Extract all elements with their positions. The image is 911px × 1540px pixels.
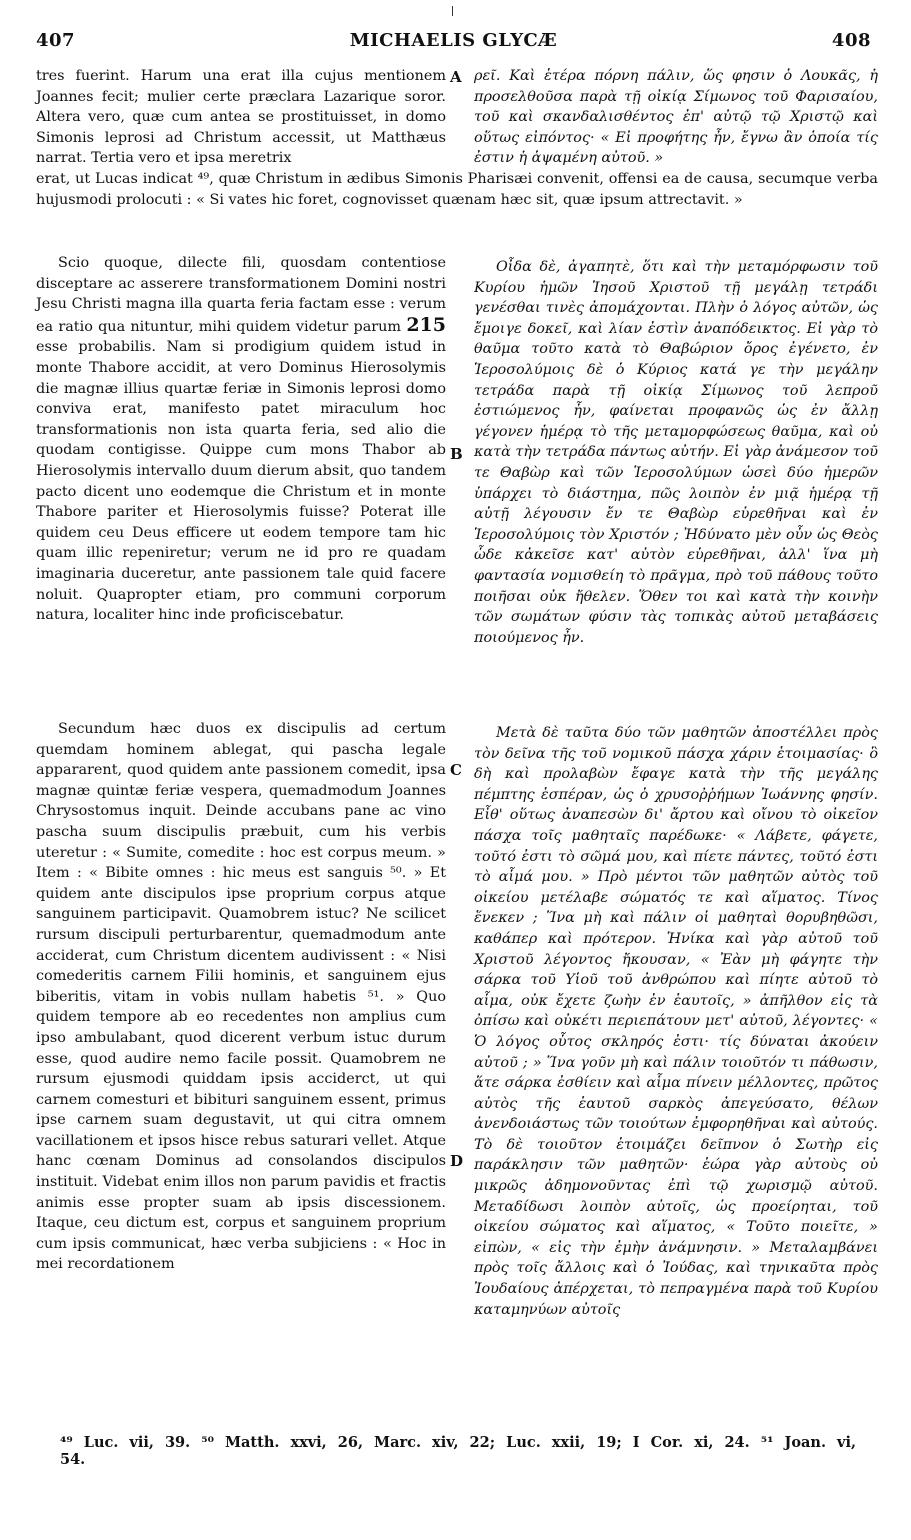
margin-marker-a: A [450, 68, 462, 86]
latin-column-section-2 [36, 253, 446, 626]
footnotes: ⁴⁹ Luc. vii, 39. ⁵⁰ Matth. xxvi, 26, Marc. xiv, 22; Luc. xxii, 19; I Cor. xi, 24. ⁵¹ Joan. vi, 54. [60, 1434, 857, 1468]
latin-paragraph: Secundum hæc duos ex discipulis ad certum quemdam hominem ablegat, qui pascha legale appararent, quod quidem ante passionem comedit, ipsa magnæ quintæ feriæ vespera, quemadmodum Joannes Chrysostomus inquit. Deinde accubans pane ac vino pascha suum discipulis præbuit, cum his verbis uteretur : « Sumite, comedite : hoc est corpus meum. » Item : « Bibite omnes : hic meus est sanguis ⁵⁰. » Et quidem ante discipulos ipse proprium corpus atque sanguinem participavit. Quamobrem istuc? Ne scilicet rursum discipuli perturbarentur, quemadmodum ante acciderat, cum Christum dicentem audivissent : « Nisi comederitis carnem Filii hominis, et sanguinem ejus biberitis, vitam in vobis nullam habetis ⁵¹. » Quo quidem tempore ab eo recedentes non amplius cum ipso ambulabant, quod dicerent verbum istuc durum esse, quod audire nemo facile possit. Quamobrem ne rursum ejusmodi quiddam ipsis acciderct, ut qui carnem comesturi et bibituri sanguinem essent, primus ipse carnem suam degustavit, ut qui citra omnem vacillationem et ipsos hisce rebus saturari vellet. Atque hanc cœnam Dominus ad consolandos discipulos instituit. Videbat enim illos non parum pavidis et fractis animis esse propter suam ab ipsis discessionem. Itaque, ceu dictum est, corpus et sanguinem proprium cum ipsis communicat, hæc verba subjiciens : « Hoc in mei recordationem [36, 721, 446, 1273]
column-number: 215 [406, 313, 446, 336]
latin-column-section-3 [36, 719, 446, 1275]
page-header [36, 30, 871, 60]
greek-column-top [474, 66, 878, 169]
page-number-left: 407 [36, 30, 76, 51]
latin-text-part-1: Scio quoque, dilecte fili, quosdam contentiose disceptare ac asserere transformationem Domini nostri Jesu Christi magna illa quarta feria factam esse : verum ea ratio qua nituntur, mihi quidem videtur parum [36, 255, 446, 335]
margin-marker-c: C [450, 761, 462, 779]
margin-marker-b: B [450, 445, 463, 463]
margin-marker-d: D [450, 1152, 464, 1170]
running-title: MICHAELIS GLYCÆ [349, 30, 558, 51]
greek-paragraph: Οἶδα δὲ, ἀγαπητὲ, ὅτι καὶ τὴν μεταμόρφωσιν τοῦ Κυρίου ἡμῶν Ἰησοῦ Χριστοῦ τῇ μεγάλῃ τετράδι γενέσθαι τινὲς ἀπομάχονται. Πλὴν ὁ λόγος αὐτῶν, ὡς ἔμοιγε δοκεῖ, καὶ λίαν ἐστὶν ἀναπόδεικτος. Εἰ γὰρ τὸ θαῦμα τοῦτο κατὰ τὸ Θαβώριον ὄρος ἐγένετο, ἐν Ἱεροσολύμοις δὲ ὁ Κύριος κατά γε τὴν μεγάλην τετράδα παρὰ τῇ οἰκίᾳ Σίμωνος τοῦ λεπροῦ ἐστιώμενος ἦν, φαίνεται προφανῶς ὡς ἐν ἄλλῃ γέγονεν ἡμέρᾳ τὸ τῆς μεταμορφώσεως θαῦμα, καὶ οὐ κατὰ τὴν τετράδα πάντως αὐτήν. Εἰ γὰρ ἀνάμεσον τοῦ τε Θαβὼρ καὶ τῶν Ἱεροσολύμων ὡσεὶ δύο ἡμερῶν ὑπάρχει τὸ διάστημα, πῶς λοιπὸν ἐν μιᾷ ἡμέρᾳ τῇ αὐτῇ λέγουσιν ἔν τε Θαβὼρ εὑρεθῆναι καὶ ἐν Ἱεροσολύμοις τὸν Χριστόν ; Ἠδύνατο μὲν οὖν ὡς Θεὸς ὧδε κἀκεῖσε κατ' αὐτὸν εὑρεθῆναι, ἀλλ' ἵνα μὴ φαντασία νομισθείη τὸ πρᾶγμα, πρὸ τοῦ πάθους τοῦτο ποιῆσαι οὐκ ἤθελεν. Ὅθεν τοι καὶ κατὰ τὴν κοινὴν τῶν σωμάτων φύσιν τὰς τοπικὰς αὐτοῦ μεταβάσεις ποιούμενος ἦν. [474, 259, 878, 646]
full-width-paragraph: erat, ut Lucas indicat ⁴⁹, quæ Christum in ædibus Simonis Pharisæi convenit, offensi ea de causa, secumque verba hujusmodi prolocuti : « Si vates hic foret, cognovisset quænam hæc sit, quæ ipsum attrectavit. » [36, 171, 878, 208]
page-number-right: 408 [831, 30, 871, 51]
greek-column-section-2 [474, 257, 878, 648]
greek-paragraph: ρεῖ. Καὶ ἑτέρα πόρνη πάλιν, ὥς φησιν ὁ Λουκᾶς, ἡ προσελθοῦσα παρὰ τῇ οἰκίᾳ Σίμωνος τοῦ Φαρισαίου, τοῦ καὶ σκανδαλισθέντος ἐπ' αὐτῷ τῷ Χριστῷ καὶ οὕτως εἰπόντος· « Εἰ προφήτης ἦν, ἔγνω ἂν ὁποία τίς ἐστιν ἡ ἁψαμένη αὐτοῦ. » [474, 68, 878, 167]
latin-paragraph [36, 253, 446, 626]
greek-paragraph: Μετὰ δὲ ταῦτα δύο τῶν μαθητῶν ἀποστέλλει πρὸς τὸν δεῖνα τῆς τοῦ νομικοῦ πάσχα χάριν ἑτοιμασίας· ὃ δὴ καὶ προλαβὼν ἔφαγε κατὰ τὴν τῆς μεγάλης πέμπτης ἑσπέραν, ὡς ὁ χρυσοῤῥήμων Ἰωάννης φησίν. Εἶθ' οὕτως ἀναπεσὼν δι' ἄρτου καὶ οἴνου τὸ οἰκεῖον πάσχα τοῖς μαθηταῖς παρέδωκε· « Λάβετε, φάγετε, τοῦτό ἐστι τὸ σῶμά μου, καὶ πίετε πάντες, τοῦτό ἐστι τὸ αἷμά μου. » Πρὸ μέντοι τῶν μαθητῶν αὐτὸς τοῦ οἰκείου μετέλαβε σώματός τε καὶ αἵματος. Τίνος ἕνεκεν ; Ἵνα μὴ καὶ πάλιν οἱ μαθηταὶ θορυβηθῶσι, καθάπερ καὶ πρότερον. Ἡνίκα καὶ γὰρ αὐτοῦ τοῦ Χριστοῦ λέγοντος ἤκουσαν, « Ἐὰν μὴ φάγητε τὴν σάρκα τοῦ Υἱοῦ τοῦ ἀνθρώπου καὶ πίητε αὐτοῦ τὸ αἷμα, οὐκ ἔχετε ζωὴν ἐν ἑαυτοῖς, » ἀπῆλθον εἰς τὰ ὀπίσω καὶ οὐκέτι περιεπάτουν μετ' αὐτοῦ, λέγοντες· « Ὁ λόγος οὗτος σκληρός ἐστι· τίς δύναται ἀκούειν αὐτοῦ ; » Ἵνα γοῦν μὴ καὶ πάλιν τοιοῦτόν τι πάθωσιν, ἅτε σάρκα ἐσθίειν καὶ αἷμα πίνειν μέλλοντες, πρῶτος αὐτὸς τῆς ἑαυτοῦ σαρκὸς ἀπεγεύσατο, θέλων ἀνενδοιάστως τῶν τοιούτων ἐμφορηθῆναι καὶ αὐτούς. Τὸ δὲ τοιοῦτον ἑτοιμάζει δεῖπνον ὁ Σωτὴρ εἰς παράκλησιν τῶν μαθητῶν· ἑώρα γὰρ αὐτοὺς οὐ μικρῶς ἀδημονοῦντας ἐπὶ τῷ χωρισμῷ αὐτοῦ. Μεταδίδωσι λοιπὸν αὐτοῖς, ὡς προείρηται, τοῦ οἰκείου σώματος καὶ αἵματος, « Τοῦτο ποιεῖτε, » εἰπὼν, « εἰς τὴν ἐμὴν ἀνάμνησιν. » Μεταλαμβάνει πρὸς τοῖς ἄλλοις καὶ ὁ Ἰούδας, καὶ τηνικαῦτα πρὸς Ἰουδαίους ἀπέρχεται, τὸ πεπραγμένα παρὰ τοῦ Κυρίου καταμηνύων αὐτοῖς [474, 725, 878, 1318]
latin-column-top [36, 66, 446, 169]
latin-paragraph: tres fuerint. Harum una erat illa cujus mentionem Joannes fecit; mulier certe præclara Lazarique soror. Altera vero, quæ cum antea se prostituisset, in domo Simonis leprosi ad Christum accessit, ut Matthæus narrat. Tertia vero et ipsa meretrix [36, 68, 446, 167]
print-mark [452, 6, 453, 16]
greek-column-section-3 [474, 723, 878, 1320]
latin-text-part-2: esse probabilis. Nam si prodigium quidem istud in monte Thabore accidit, at vero Dominus Hierosolymis die magnæ illius quartæ feriæ in Simonis leprosi domo conviva erat, manifesto patet miraculum hoc transformationis non ista quarta feria, sed alio die quodam contigisse. Quippe cum mons Thabor ab Hierosolymis intervallo duum dierum absit, quo tandem pacto dicent uno eodemque die Christum et in monte Thabore pariter et Hierosolymis fuisse? Poterat ille quidem ceu Deus efficere ut eodem tempore tam hic quam illic repeniretur; verum ne id pro re quadam imaginaria duceretur, ante passionem tale quid facere noluit. Quapropter etiam, pro communi corporum natura, localiter hinc inde proficiscebatur. [36, 339, 446, 624]
